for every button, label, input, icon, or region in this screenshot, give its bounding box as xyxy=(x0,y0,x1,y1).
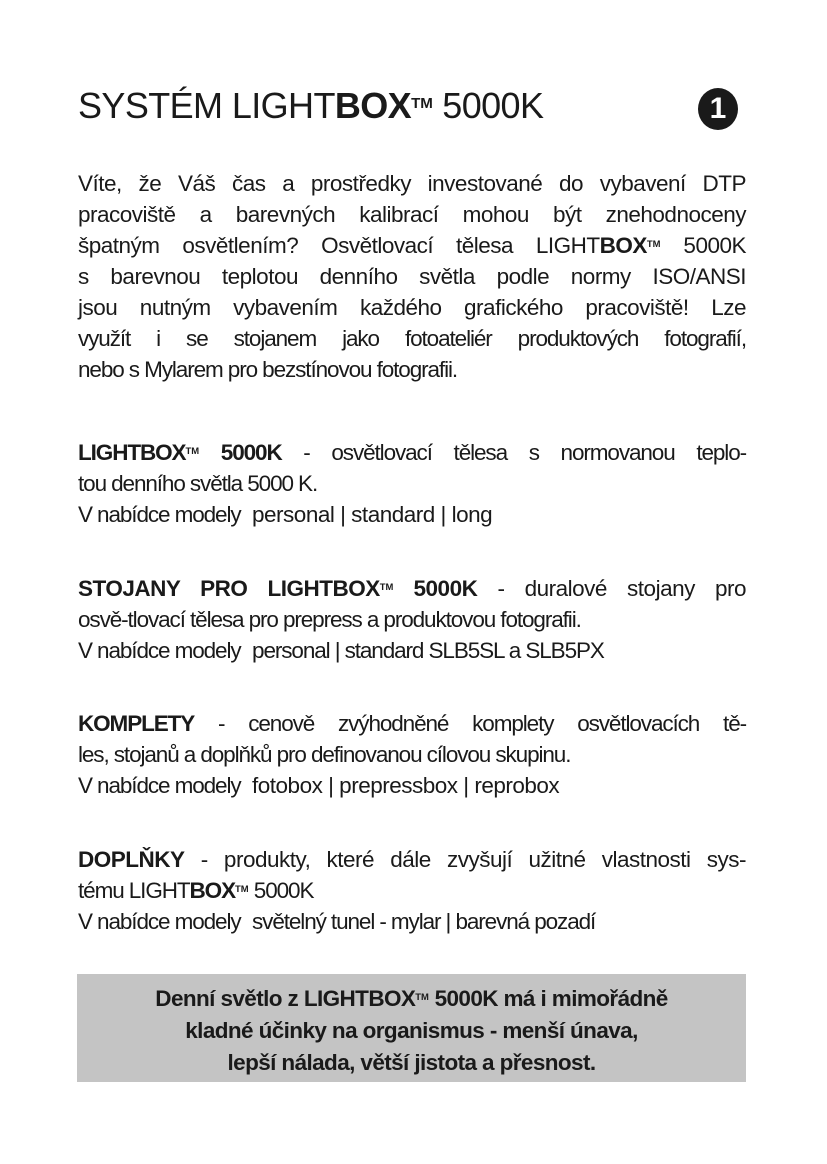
section-line: osvě-tlovací tělesa pro prepress a produktovou fotografii. xyxy=(78,607,581,632)
section-line xyxy=(78,708,746,739)
models-label: V nabídce modely xyxy=(78,502,241,527)
section-description: - osvětlovací tělesa s normovanou teplo- xyxy=(281,440,746,465)
section-line xyxy=(78,844,746,875)
trademark-mark: TM xyxy=(235,883,249,895)
trademark-mark: TM xyxy=(415,991,429,1003)
callout-line: kladné účinky na organismus - menší únava, xyxy=(185,1018,638,1043)
page-number-badge: 1 xyxy=(698,88,738,130)
brand-bold: BOX xyxy=(189,878,235,903)
section-komplety xyxy=(78,708,746,801)
models-label: V nabídce modely xyxy=(78,909,241,934)
section-description: - cenově zvýhodněné komplety osvětlovacích tě- xyxy=(194,711,746,736)
callout-box xyxy=(77,974,746,1082)
title-prefix: SYSTÉM LIGHT xyxy=(78,85,335,126)
trademark-mark: TM xyxy=(411,94,433,112)
intro-line: Víte, že Váš čas a prostředky investované do vybavení DTP xyxy=(78,171,746,196)
section-line: tou denního světla 5000 K. xyxy=(78,471,318,496)
section-heading: KOMPLETY xyxy=(78,711,195,736)
intro-line: s barevnou teplotou denního světla podle normy ISO/ANSI xyxy=(78,264,746,289)
models-list: personal | standard SLB5SL a SLB5PX xyxy=(252,638,604,663)
section-models xyxy=(78,770,746,801)
models-list: personal | standard | long xyxy=(252,502,493,527)
section-heading: DOPLŇKY xyxy=(78,847,185,872)
intro-line: využít i se stojanem jako fotoateliér produktových fotografií, xyxy=(78,326,746,351)
section-models xyxy=(78,499,746,530)
callout-line: lepší nálada, větší jistota a přesnost. xyxy=(227,1050,596,1075)
section-line: les, stojanů a doplňků pro definovanou cílovou skupinu. xyxy=(78,742,571,767)
trademark-mark: TM xyxy=(185,445,200,457)
callout-line: Denní světlo z LIGHTBOX™ 5000K má i mimořádně xyxy=(155,986,668,1011)
models-list: světelný tunel - mylar | barevná pozadí xyxy=(252,909,596,934)
intro-line: jsou nutným vybavením každého grafického pracoviště! Lze xyxy=(78,295,746,320)
title-row xyxy=(78,84,746,132)
section-line: tému LIGHTBOX™ 5000K xyxy=(78,878,314,903)
trademark-mark: TM xyxy=(379,581,394,593)
intro-line: pracoviště a barevných kalibrací mohou být znehodnoceny xyxy=(78,202,746,227)
models-label: V nabídce modely xyxy=(78,773,241,798)
section-stojany xyxy=(78,573,746,666)
section-line xyxy=(78,437,746,468)
models-list: fotobox | prepressbox | reprobox xyxy=(252,773,560,798)
section-line xyxy=(78,573,746,604)
section-lightbox xyxy=(78,437,746,530)
brand-bold: BOX xyxy=(599,233,647,258)
page-title xyxy=(78,84,543,128)
intro-line: špatným osvětlením? Osvětlovací tělesa LIGHTBOX™ 5000K xyxy=(78,233,746,258)
section-models xyxy=(78,635,746,666)
section-description: - duralové stojany pro xyxy=(477,576,747,601)
intro-paragraph xyxy=(78,168,746,385)
trademark-mark: TM xyxy=(646,238,661,250)
section-heading: LIGHTBOX™ 5000K xyxy=(78,440,282,465)
section-description: - produkty, které dále zvyšují užitné vlastnosti sys- xyxy=(184,847,746,872)
section-models xyxy=(78,906,746,937)
models-label: V nabídce modely xyxy=(78,638,241,663)
intro-line: nebo s Mylarem pro bezstínovou fotografii. xyxy=(78,357,458,382)
title-suffix: 5000K xyxy=(432,85,544,126)
section-heading: STOJANY PRO LIGHTBOX™ 5000K xyxy=(78,576,478,601)
title-bold: BOX xyxy=(334,85,412,126)
section-doplnky xyxy=(78,844,746,937)
